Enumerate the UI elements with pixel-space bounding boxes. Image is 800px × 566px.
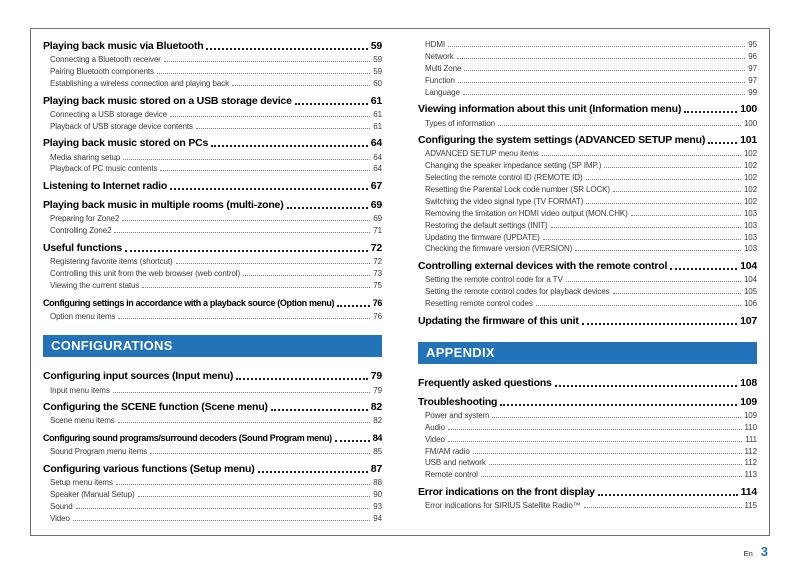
toc-sub-entry[interactable] xyxy=(418,410,757,422)
dotted-leader xyxy=(116,484,370,485)
entry-title: Speaker (Manual Setup) xyxy=(50,490,135,500)
dotted-leader xyxy=(542,155,741,156)
entry-title: Selecting the remote control ID (REMOTE ID) xyxy=(425,173,583,183)
dotted-leader xyxy=(586,179,741,180)
dotted-leader xyxy=(492,417,741,418)
entry-page-number: 94 xyxy=(373,513,382,523)
entry-page-number: 105 xyxy=(743,287,757,297)
dotted-leader xyxy=(114,232,370,233)
entry-page-number: 97 xyxy=(748,63,757,73)
entry-page-number: 114 xyxy=(740,486,757,498)
entry-page-number: 100 xyxy=(740,103,757,116)
entry-title: Restoring the default settings (INIT) xyxy=(425,220,548,230)
entry-title: Setting the remote control code for a TV xyxy=(425,275,563,285)
toc-heading-entry[interactable] xyxy=(418,486,757,499)
dotted-leader xyxy=(708,142,737,144)
toc-sub-entry[interactable] xyxy=(418,75,757,87)
entry-page-number: 93 xyxy=(373,501,382,511)
entry-title: Setting the remote control codes for playback devices xyxy=(425,287,610,297)
entry-title: Input menu items xyxy=(50,385,110,395)
toc-heading-entry[interactable] xyxy=(418,103,757,116)
entry-title: Option menu items xyxy=(50,311,116,321)
entry-page-number: 84 xyxy=(372,433,382,444)
dotted-leader xyxy=(236,378,368,380)
toc-heading-entry[interactable] xyxy=(43,199,382,212)
toc-sub-entry[interactable] xyxy=(418,500,757,512)
dotted-leader xyxy=(211,145,368,147)
entry-page-number: 67 xyxy=(370,180,382,193)
entry-title: Viewing information about this unit (Information menu) xyxy=(418,103,682,116)
dotted-leader xyxy=(157,73,370,74)
dotted-leader xyxy=(448,429,742,430)
entry-title: Updating the firmware (UPDATE) xyxy=(425,232,540,242)
toc-sub-entry[interactable] xyxy=(418,298,757,310)
entry-title: Playback of PC music contents xyxy=(50,164,158,174)
entry-title: Configuring settings in accordance with a playback source (Option menu) xyxy=(43,297,335,308)
toc-sub-entry[interactable] xyxy=(43,225,382,237)
entry-title: HDMI xyxy=(425,40,446,50)
dotted-leader xyxy=(489,464,742,465)
toc-sub-entry[interactable] xyxy=(418,39,757,51)
toc-heading-entry[interactable] xyxy=(418,396,757,409)
dotted-leader xyxy=(287,207,368,209)
dotted-leader xyxy=(170,116,370,117)
toc-sub-entry[interactable] xyxy=(418,148,757,160)
entry-page-number: 61 xyxy=(373,121,382,131)
toc-sub-entry[interactable] xyxy=(418,160,757,172)
dotted-leader xyxy=(598,494,738,496)
toc-sub-entry[interactable] xyxy=(43,109,382,121)
dotted-leader xyxy=(196,128,370,129)
toc-heading-entry[interactable] xyxy=(43,40,382,53)
entry-title: Resetting the Parental Lock code number (SR LOCK) xyxy=(425,185,610,195)
toc-sub-entry[interactable] xyxy=(418,469,757,481)
entry-title: Media sharing setup xyxy=(50,152,121,162)
dotted-leader xyxy=(566,281,741,282)
entry-page-number: 72 xyxy=(370,241,382,254)
entry-page-number: 95 xyxy=(748,40,757,50)
toc-sub-entry[interactable] xyxy=(418,184,757,196)
entry-title: Setup menu items xyxy=(50,478,113,488)
toc-heading-entry[interactable] xyxy=(418,260,757,273)
entry-title: Controlling Zone2 xyxy=(50,226,112,236)
entry-page-number: 61 xyxy=(370,94,382,107)
dotted-leader xyxy=(160,170,370,171)
entry-title: Scene menu items xyxy=(50,416,115,426)
toc-sub-entry[interactable] xyxy=(43,78,382,90)
dotted-leader xyxy=(684,111,737,113)
toc-heading-entry[interactable] xyxy=(43,401,382,414)
entry-page-number: 103 xyxy=(743,244,757,254)
entry-page-number: 69 xyxy=(370,199,382,212)
toc-sub-entry[interactable] xyxy=(418,196,757,208)
toc-heading-entry[interactable] xyxy=(43,137,382,150)
entry-page-number: 88 xyxy=(373,478,382,488)
dotted-leader xyxy=(113,392,371,393)
entry-page-number: 76 xyxy=(372,297,382,308)
toc-sub-entry[interactable] xyxy=(43,489,382,501)
toc-sub-entry[interactable] xyxy=(43,384,382,396)
dotted-leader xyxy=(448,441,742,442)
entry-title: Multi Zone xyxy=(425,63,462,73)
entry-page-number: 111 xyxy=(745,434,757,444)
dotted-leader xyxy=(122,220,370,221)
entry-page-number: 76 xyxy=(373,311,382,321)
entry-page-number: 79 xyxy=(373,385,382,395)
entry-page-number: 60 xyxy=(373,78,382,88)
entry-title: Connecting a Bluetooth receiver xyxy=(50,55,161,65)
toc-sub-entry[interactable] xyxy=(43,501,382,513)
entry-title: Playing back music via Bluetooth xyxy=(43,40,204,52)
entry-page-number: 102 xyxy=(743,196,757,206)
entry-title: Viewing the current status xyxy=(50,280,140,290)
dotted-leader xyxy=(613,293,741,294)
entry-title: Language xyxy=(425,87,460,97)
entry-page-number: 115 xyxy=(744,501,757,511)
dotted-leader xyxy=(335,440,370,442)
dotted-leader xyxy=(258,471,368,473)
toc-sub-entry[interactable] xyxy=(418,172,757,184)
toc-sub-entry[interactable] xyxy=(43,121,382,133)
entry-page-number: 59 xyxy=(373,67,382,77)
entry-page-number: 102 xyxy=(743,173,757,183)
entry-title: Playing back music in multiple rooms (multi-zone) xyxy=(43,199,284,212)
entry-title: Useful functions xyxy=(43,241,123,254)
entry-page-number: 90 xyxy=(373,490,382,500)
entry-page-number: 107 xyxy=(740,314,757,327)
entry-page-number: 106 xyxy=(743,299,757,309)
toc-heading-entry[interactable] xyxy=(43,370,382,383)
dotted-leader xyxy=(458,82,745,83)
toc-sub-entry[interactable] xyxy=(43,415,382,427)
toc-sub-entry[interactable] xyxy=(418,117,757,129)
entry-title: Playing back music stored on a USB storage device xyxy=(43,94,292,107)
toc-sub-entry[interactable] xyxy=(43,66,382,78)
entry-title: Configuring input sources (Input menu) xyxy=(43,370,234,383)
entry-page-number: 85 xyxy=(373,447,382,457)
entry-title: Sound xyxy=(50,501,73,511)
dotted-leader xyxy=(551,227,741,228)
toc-sub-entry[interactable] xyxy=(43,163,382,175)
toc-sub-entry[interactable] xyxy=(418,434,757,446)
entry-page-number: 113 xyxy=(744,470,757,480)
page-footer xyxy=(744,544,768,559)
entry-title: Controlling this unit from the web browser (web control) xyxy=(50,268,241,278)
entry-title: Configuring various functions (Setup menu) xyxy=(43,463,255,475)
entry-title: Remote control xyxy=(425,470,478,480)
toc-sub-entry[interactable] xyxy=(43,151,382,163)
entry-page-number: 59 xyxy=(370,40,382,52)
toc-sub-entry[interactable] xyxy=(43,311,382,323)
entry-title: Listening to Internet radio xyxy=(43,180,168,193)
section-banner: APPENDIX xyxy=(418,342,757,364)
entry-title: Switching the video signal type (TV FORMAT) xyxy=(425,196,584,206)
dotted-leader xyxy=(457,58,746,59)
entry-page-number: 71 xyxy=(373,226,382,236)
dotted-leader xyxy=(206,48,367,50)
entry-title: Configuring the SCENE function (Scene menu) xyxy=(43,401,268,414)
dotted-leader xyxy=(76,508,371,509)
entry-title: Troubleshooting xyxy=(418,395,498,408)
dotted-leader xyxy=(555,385,737,387)
entry-title: Error indications on the front display xyxy=(418,486,595,498)
toc-column-left xyxy=(43,39,382,529)
dotted-leader xyxy=(150,453,370,454)
entry-page-number: 82 xyxy=(373,416,382,426)
toc-sub-entry[interactable] xyxy=(418,63,757,75)
toc-heading-entry[interactable] xyxy=(418,315,757,328)
dotted-leader xyxy=(138,496,371,497)
dotted-leader xyxy=(123,159,370,160)
language-label: En xyxy=(743,549,753,558)
toc-sub-entry[interactable] xyxy=(43,513,382,525)
entry-page-number: 109 xyxy=(740,395,757,408)
toc-heading-entry[interactable] xyxy=(43,463,382,476)
toc-sub-entry[interactable] xyxy=(418,87,757,99)
toc-sub-entry[interactable] xyxy=(418,445,757,457)
entry-title: Configuring the system settings (ADVANCED SETUP menu) xyxy=(418,134,706,147)
entry-title: FM/AM radio xyxy=(425,446,470,456)
entry-page-number: 104 xyxy=(740,260,757,273)
entry-title: Network xyxy=(425,52,454,62)
dotted-leader xyxy=(142,287,370,288)
toc-heading-entry[interactable] xyxy=(43,95,382,108)
entry-title: Sound Program menu items xyxy=(50,447,148,457)
toc-sub-entry[interactable] xyxy=(43,54,382,66)
dotted-leader xyxy=(170,188,368,190)
entry-page-number: 75 xyxy=(373,280,382,290)
dotted-leader xyxy=(164,61,371,62)
entry-title: Connecting a USB storage device xyxy=(50,109,167,119)
entry-page-number: 109 xyxy=(743,410,757,420)
entry-title: Resetting remote control codes xyxy=(425,299,533,309)
dotted-leader xyxy=(543,239,741,240)
toc-sub-entry[interactable] xyxy=(418,51,757,63)
dotted-leader xyxy=(481,476,742,477)
entry-page-number: 112 xyxy=(744,458,757,468)
dotted-leader xyxy=(448,46,745,47)
toc-sub-entry[interactable] xyxy=(43,256,382,268)
entry-page-number: 102 xyxy=(743,149,757,159)
dotted-leader xyxy=(584,507,742,508)
toc-heading-entry[interactable] xyxy=(43,180,382,193)
entry-page-number: 87 xyxy=(370,463,382,475)
entry-page-number: 64 xyxy=(373,164,382,174)
entry-page-number: 100 xyxy=(743,118,757,128)
dotted-leader xyxy=(586,203,741,204)
entry-title: Types of information xyxy=(425,118,496,128)
toc-sub-entry[interactable] xyxy=(418,208,757,220)
entry-title: Pairing Bluetooth components xyxy=(50,67,154,77)
toc-heading-entry[interactable] xyxy=(43,242,382,255)
entry-page-number: 103 xyxy=(743,220,757,230)
entry-page-number: 102 xyxy=(743,185,757,195)
dotted-leader xyxy=(498,125,741,126)
dotted-leader xyxy=(232,85,370,86)
entry-title: USB and network xyxy=(425,458,486,468)
dotted-leader xyxy=(582,323,737,325)
toc-sub-entry[interactable] xyxy=(418,457,757,469)
section-banner: CONFIGURATIONS xyxy=(43,335,382,357)
toc-sub-entry[interactable] xyxy=(418,243,757,255)
entry-page-number: 64 xyxy=(373,152,382,162)
entry-page-number: 112 xyxy=(744,446,757,456)
entry-page-number: 59 xyxy=(373,55,382,65)
entry-page-number: 103 xyxy=(743,232,757,242)
entry-page-number: 96 xyxy=(748,52,757,62)
entry-title: Checking the firmware version (VERSION) xyxy=(425,244,573,254)
toc-heading-entry[interactable] xyxy=(43,297,382,310)
dotted-leader xyxy=(176,263,371,264)
entry-title: Registering favorite items (shortcut) xyxy=(50,257,173,267)
dotted-leader xyxy=(575,250,741,251)
dotted-leader xyxy=(243,275,370,276)
toc-sub-entry[interactable] xyxy=(418,422,757,434)
entry-page-number: 69 xyxy=(373,214,382,224)
entry-title: Updating the firmware of this unit xyxy=(418,314,579,327)
dotted-leader xyxy=(631,215,741,216)
dotted-leader xyxy=(613,191,741,192)
toc-sub-entry[interactable] xyxy=(43,477,382,489)
dotted-leader xyxy=(73,520,370,521)
entry-title: Audio xyxy=(425,422,445,432)
entry-title: ADVANCED SETUP menu items xyxy=(425,149,539,159)
entry-title: Function xyxy=(425,75,455,85)
entry-page-number: 72 xyxy=(373,257,382,267)
dotted-leader xyxy=(125,250,368,252)
entry-page-number: 61 xyxy=(373,109,382,119)
entry-page-number: 104 xyxy=(743,275,757,285)
dotted-leader xyxy=(536,305,741,306)
toc-sub-entry[interactable] xyxy=(418,231,757,243)
page-number: 3 xyxy=(760,544,768,559)
entry-title: Changing the speaker impedance setting (SP IMP.) xyxy=(425,161,602,171)
entry-title: Error indications for SIRIUS Satellite Radio™ xyxy=(425,501,581,511)
toc-sub-entry[interactable] xyxy=(43,268,382,280)
entry-page-number: 103 xyxy=(743,208,757,218)
toc-sub-entry[interactable] xyxy=(43,213,382,225)
entry-page-number: 101 xyxy=(740,134,757,147)
toc-sub-entry[interactable] xyxy=(43,280,382,292)
entry-title: Video xyxy=(50,513,70,523)
entry-title: Establishing a wireless connection and playing back xyxy=(50,78,230,88)
entry-title: Power and system xyxy=(425,410,490,420)
page-frame xyxy=(30,28,770,536)
dotted-leader xyxy=(118,422,371,423)
toc-sub-entry[interactable] xyxy=(43,446,382,458)
toc-sub-entry[interactable] xyxy=(418,286,757,298)
dotted-leader xyxy=(337,305,369,307)
entry-title: Frequently asked questions xyxy=(418,376,552,389)
entry-page-number: 64 xyxy=(370,137,382,150)
dotted-leader xyxy=(604,167,741,168)
entry-page-number: 110 xyxy=(744,422,757,432)
entry-title: Controlling external devices with the remote control xyxy=(418,260,668,273)
entry-page-number: 97 xyxy=(748,75,757,85)
entry-title: Playback of USB storage device contents xyxy=(50,121,193,131)
toc-sub-entry[interactable] xyxy=(418,274,757,286)
entry-page-number: 108 xyxy=(740,376,757,389)
dotted-leader xyxy=(464,70,745,71)
entry-page-number: 102 xyxy=(743,161,757,171)
entry-title: Configuring sound programs/surround decoders (Sound Program menu) xyxy=(43,433,332,444)
toc-sub-entry[interactable] xyxy=(418,220,757,232)
toc-heading-entry[interactable] xyxy=(418,134,757,147)
entry-page-number: 73 xyxy=(373,268,382,278)
entry-page-number: 99 xyxy=(748,87,757,97)
dotted-leader xyxy=(118,318,370,319)
dotted-leader xyxy=(670,268,737,270)
entry-title: Preparing for Zone2 xyxy=(50,214,120,224)
entry-title: Removing the limitation on HDMI video output (MON.CHK) xyxy=(425,208,628,218)
entry-title: Playing back music stored on PCs xyxy=(43,137,209,150)
dotted-leader xyxy=(473,453,742,454)
entry-page-number: 82 xyxy=(370,401,382,414)
entry-page-number: 79 xyxy=(370,370,382,383)
toc-heading-entry[interactable] xyxy=(43,432,382,445)
toc-column-right xyxy=(418,39,757,529)
toc-heading-entry[interactable] xyxy=(418,377,757,390)
dotted-leader xyxy=(271,409,368,411)
dotted-leader xyxy=(463,94,746,95)
dotted-leader xyxy=(295,103,368,105)
dotted-leader xyxy=(500,404,737,406)
entry-title: Video xyxy=(425,434,445,444)
